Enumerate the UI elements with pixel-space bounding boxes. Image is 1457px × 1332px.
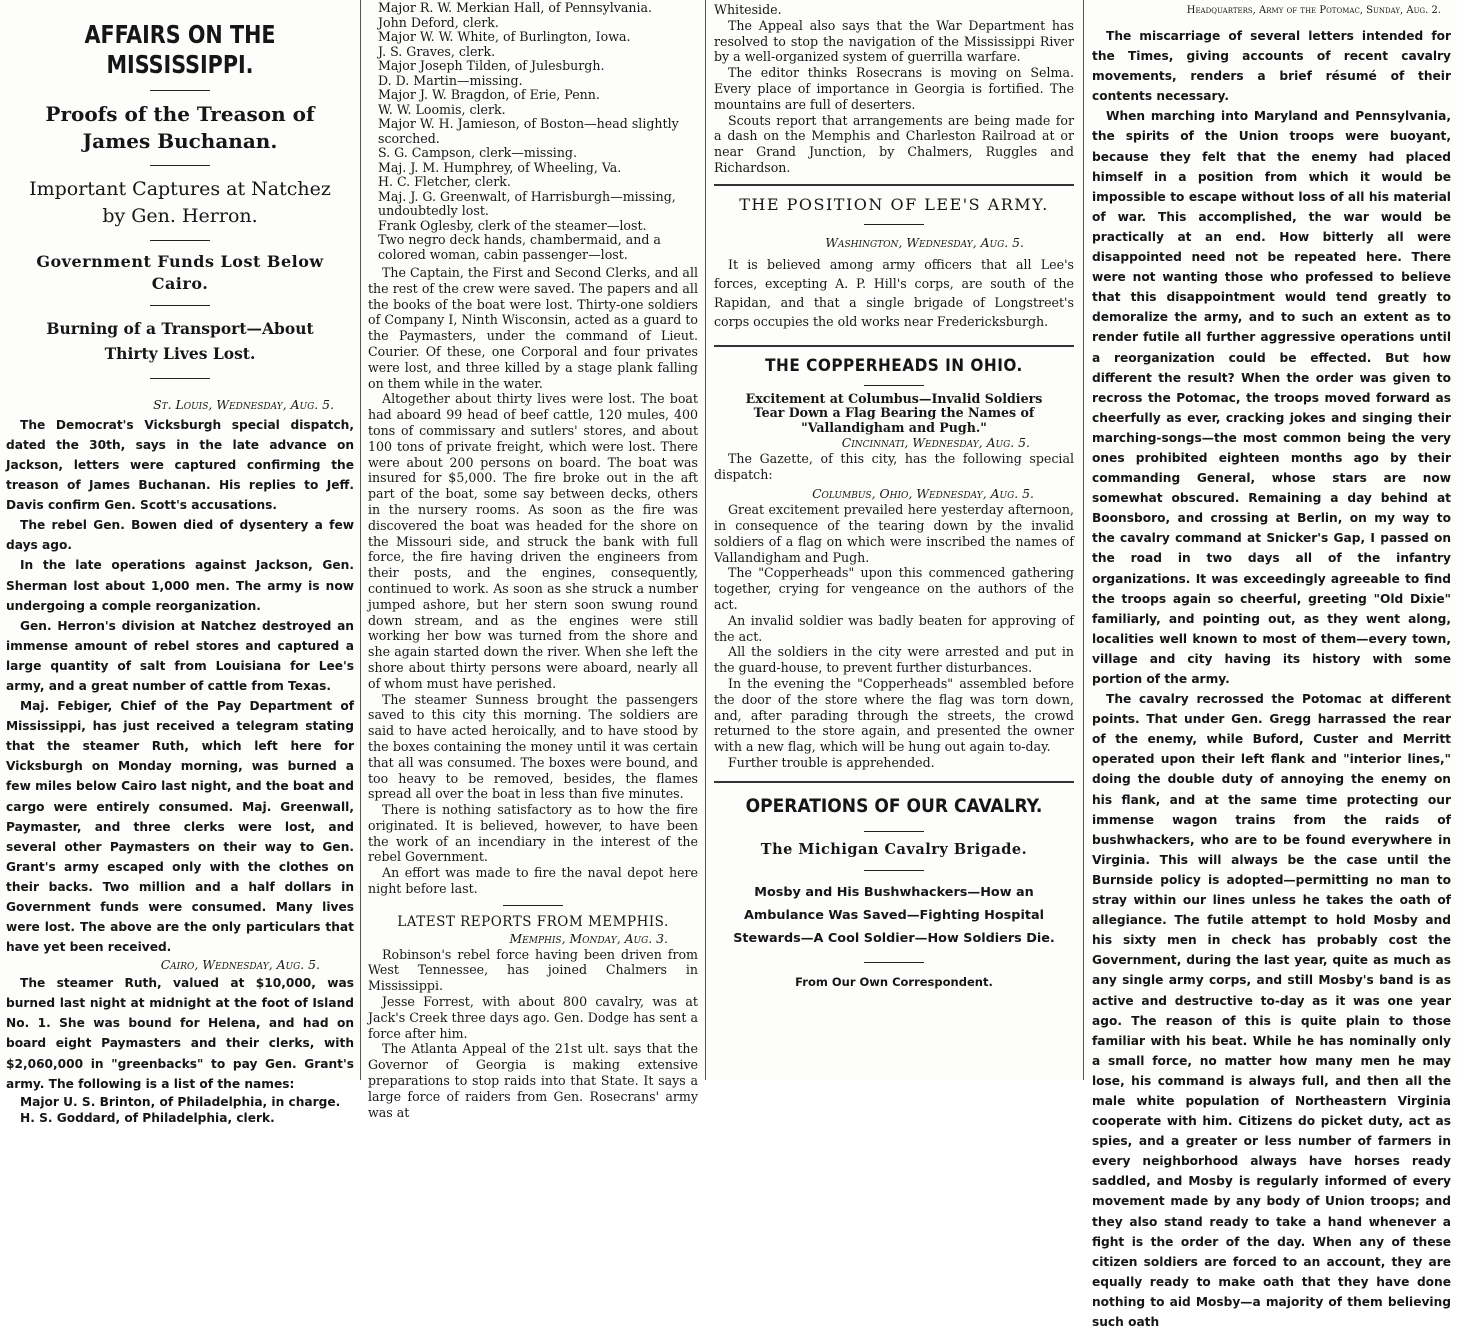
article-paragraph: The Atlanta Appeal of the 21st ult. says that the Governor of Georgia is making extensive preparations to stop raids into that State. It says a large force of raiders from Gen. Rosecrans' army was at bbox=[368, 1041, 698, 1120]
article-paragraph: An invalid soldier was badly beaten for approving of the act. bbox=[714, 612, 1074, 644]
headline-copperheads-ohio: THE COPPERHEADS IN OHIO. bbox=[765, 355, 1023, 376]
article-paragraph: Further trouble is apprehended. bbox=[728, 755, 935, 770]
article-paragraph: The steamer Sunness brought the passengers saved to this city this morning. The soldiers are said to have acted heroically, and to have stood by the boxes containing the money until it was certain that all was consumed. The boxes were bound, and too heavy to be removed, besides, the flames spread all over the boat in less than five minutes. bbox=[368, 691, 698, 802]
name-list bbox=[368, 1, 698, 262]
divider bbox=[714, 345, 1074, 347]
column-4 bbox=[1086, 0, 1457, 1329]
article-paragraph: It is believed among army officers that all Lee's forces, excepting A. P. Hill's corps, are south of the Rapidan, and that a single brigade of Longstreet's corps occupies the old works near Fredericksburgh. bbox=[714, 256, 1074, 329]
dateline-st-louis: St. Louis, Wednesday, Aug. 5. bbox=[153, 397, 334, 412]
divider bbox=[150, 165, 210, 166]
name-list-item: S. G. Campson, clerk—missing. bbox=[378, 145, 577, 160]
name-list-item: Maj. J. G. Greenwalt, of Harrisburgh—missing, undoubtedly lost. bbox=[378, 188, 676, 218]
name-list-item: J. S. Graves, clerk. bbox=[378, 43, 496, 59]
column-rule bbox=[360, 0, 361, 1080]
name-list-item: W. W. Loomis, clerk. bbox=[378, 101, 506, 117]
article-paragraph: Whiteside. bbox=[714, 2, 782, 17]
article-paragraph: When marching into Maryland and Pennsylvania, the spirits of the Union troops were buoyant, because they felt that the enemy had placed himself in a position from which it would be impossible to escape without loss of all his material of war. This accomplished, the war would be practically at an end. How bitterly all were disappointed need not be repeated here. There were not wanting those who professed to believe that this disappointment would tend greatly to demoralize the army, and to such an extent as to render futile all further aggressive operations until a reorganization could be effected. But how different the result? When the order was given to recross the Potomac, the troops moved forward as cheerfully as ever, cracking jokes and singing their marching-songs—the most common being the very ones prohibited eighteen months ago by their commanding General, whose stars are now somewhat obscured. Remaining a day behind at Boonsboro, and crossing at Berlin, on my way to the cavalry command at Snicker's Gap, I passed on the road in two days all of the infantry organizations. It was exceedingly agreeable to find the troops again so cheerful, greeting "Old Dixie" familiarly, and pointing out, as they went along, localities well known to most of them—every town, village and city having its history with some portion of the army. bbox=[1092, 109, 1451, 686]
name-list-item: D. D. Martin—missing. bbox=[378, 72, 523, 88]
name-list-item: Major W. H. Jamieson, of Boston—head slightly scorched. bbox=[378, 116, 679, 146]
article-paragraph: Maj. Febiger, Chief of the Pay Department of Mississippi, has just received a telegram stating that the steamer Ruth, which left here for Vicksburgh on Monday morning, was burned a few miles below Cairo last night, and the boat and cargo were entirely consumed. Maj. Greenwall, Paymaster, and three clerks were lost, and several other Paymasters on their way to Gen. Grant's army escaped only with the clothes on their backs. Two million and a half dollars in Government funds were consumed. Many lives were lost. The above are the only particulars that have yet been received. bbox=[6, 699, 354, 955]
article-paragraph: The Democrat's Vicksburgh special dispatch, dated the 30th, says in the late advance on Jackson, letters were captured confirming the treason of James Buchanan. His replies to Jeff. Davis confirm Gen. Scott's accusations. bbox=[6, 417, 354, 513]
dateline-cairo: Cairo, Wednesday, Aug. 5. bbox=[160, 957, 320, 973]
name-list-item: Frank Oglesby, clerk of the steamer—lost. bbox=[378, 217, 647, 233]
deck-government-funds: Government Funds Lost Below Cairo. bbox=[36, 252, 324, 293]
article-paragraph: The Appeal also says that the War Department has resolved to stop the navigation of the Mississippi River by a well-organized system of guerrilla warfare. bbox=[714, 17, 1074, 65]
headline-memphis: LATEST REPORTS FROM MEMPHIS. bbox=[397, 913, 669, 930]
divider bbox=[714, 184, 1074, 186]
divider bbox=[864, 870, 924, 871]
deck-burning-transport: Burning of a Transport—About Thirty Lives Lost. bbox=[46, 319, 314, 363]
article-paragraph: The steamer Ruth, valued at $10,000, was burned last night at midnight at the foot of Island No. 1. She was bound for Helena, and had on board eight Paymasters and their clerks, with $2,060,000 in "greenbacks" to pay Gen. Grant's army. The following is a list of the names: bbox=[6, 976, 354, 1091]
divider bbox=[864, 962, 924, 963]
deck-michigan-cavalry: The Michigan Cavalry Brigade. bbox=[760, 840, 1028, 858]
article-paragraph: Great excitement prevailed here yesterday afternoon, in consequence of the tearing down by the invalid soldiers of a flag on which were inscribed the names of Vallandigham and Pugh. bbox=[714, 502, 1074, 565]
article-paragraph: The "Copperheads" upon this commenced gathering together, crying for vengeance on the authors of the act. bbox=[714, 565, 1074, 613]
divider bbox=[150, 378, 210, 379]
name-list-item: Major U. S. Brinton, of Philadelphia, in charge. bbox=[20, 1094, 341, 1109]
article-paragraph: The editor thinks Rosecrans is moving on Selma. Every place of importance in Georgia is fortified. The mountains are full of deserters. bbox=[714, 65, 1074, 112]
dateline-washington: Washington, Wednesday, Aug. 5. bbox=[825, 234, 1024, 250]
divider bbox=[864, 385, 924, 386]
dateline-headquarters: Headquarters, Army of the Potomac, Sunday, Aug. 2. bbox=[1186, 5, 1441, 16]
deck-captures-natchez: Important Captures at Natchez by Gen. Herron. bbox=[29, 178, 331, 227]
dateline-columbus: Columbus, Ohio, Wednesday, Aug. 5. bbox=[812, 486, 1034, 502]
divider bbox=[150, 90, 210, 91]
article-paragraph: Robinson's rebel force having been driven from West Tennessee, has joined Chalmers in Mississippi. bbox=[368, 946, 698, 994]
article-paragraph: Altogether about thirty lives were lost. The boat had aboard 99 head of beef cattle, 120 mules, 400 tons of commissary and sutlers' stores, and about 100 tons of private freight, which were lost. There were about 200 persons on board. The boat was insured for $5,000. The fire broke out in the aft part of the boat, some say between decks, others in the nursery rooms. As soon as the fire was discovered the boat was headed for the shore on the Missouri side, and struck the bank with full force, the fire having driven the engineers from their posts, and the engines, consequently, continued to work. As soon as she struck a number jumped ashore, but her stern soon swung round down stream, and as the engines were still working her bow was turned from the shore and she again started down the river. When she left the shore about thirty persons were aboard, nearly all of whom must have perished. bbox=[368, 391, 698, 691]
article-paragraph: The cavalry recrossed the Potomac at different points. That under Gen. Gregg harrassed the rear of the enemy, while Buford, Custer and Merritt operated upon their left flank and "interior lines," doing the double duty of annoying the enemy on his flank, and at the same time protecting our immense wagon trains from the raids of bushwhackers, who are to be found everywhere in Virginia. This will always be the case until the Burnside policy is adopted—permitting no man to stray within our lines unless he takes the oath of allegiance. The futile attempt to hold Mosby and his sixty men in check has probably cost the Government, during the last year, quite as much as any single army corps, and still Mosby's band is as active and destructive to-day as it was one year ago. The reason of this is quite plain to those familiar with his beat. While he has nominally only a small force, no matter how many men he may lose, his command is always full, and then all the male white population of Northeastern Virginia cooperate with him. Citizens do picket duty, act as spies, and a greater or less number of farmers in every neighborhood always have horses ready saddled, and Mosby is regularly informed of every movement made by any body of Union troops; and they also stand ready to take a hand whenever a fight is the order of the day. When any of these citizen soldiers are forced to an account, they are equally ready to make oath that they have done nothing to aid Mosby—a majority of them believing such oath bbox=[1092, 692, 1451, 1329]
article-paragraph: Jesse Forrest, with about 800 cavalry, was at Jack's Creek three days ago. Gen. Dodge has sent a force after him. bbox=[368, 994, 698, 1041]
divider bbox=[864, 224, 924, 225]
name-list-item: Major R. W. Merkian Hall, of Pennsylvania. bbox=[378, 0, 653, 15]
deck-excitement-columbus: Excitement at Columbus—Invalid Soldiers Tear Down a Flag Bearing the Names of "Vallandigham and Pugh." bbox=[745, 390, 1043, 435]
article-paragraph: An effort was made to fire the naval depot here night before last. bbox=[368, 865, 698, 897]
divider bbox=[150, 305, 210, 306]
dateline-cincinnati: Cincinnati, Wednesday, Aug. 5. bbox=[841, 435, 1030, 451]
divider bbox=[864, 831, 924, 832]
headline-affairs-mississippi: AFFAIRS ON THE MISSISSIPPI. bbox=[84, 20, 276, 79]
column-rule bbox=[1083, 0, 1084, 1080]
headline-operations-cavalry: OPERATIONS OF OUR CAVALRY. bbox=[745, 794, 1043, 817]
name-list-item: John Deford, clerk. bbox=[378, 14, 499, 30]
article-paragraph: There is nothing satisfactory as to how the fire originated. It is believed, however, to have been the work of an incendiary in the interest of the rebel Government. bbox=[368, 802, 698, 865]
deck-treason-buchanan: Proofs of the Treason of James Buchanan. bbox=[45, 102, 315, 153]
deck-mosby-bushwhackers: Mosby and His Bushwhackers—How an Ambulance Was Saved—Fighting Hospital Stewards—A Cool Soldier—How Soldiers Die. bbox=[733, 884, 1055, 946]
headline-position-lees-army: THE POSITION OF LEE'S ARMY. bbox=[739, 194, 1049, 214]
name-list-item: Major Joseph Tilden, of Julesburgh. bbox=[378, 58, 605, 73]
column-rule bbox=[705, 0, 706, 1080]
dateline-memphis: Memphis, Monday, Aug. 3. bbox=[509, 930, 668, 946]
name-list-item: Two negro deck hands, chambermaid, and a colored woman, cabin passenger—lost. bbox=[378, 232, 661, 262]
article-paragraph: In the late operations against Jackson, Gen. Sherman lost about 1,000 men. The army is now undergoing a comple reorganization. bbox=[6, 558, 354, 613]
divider bbox=[150, 240, 210, 241]
name-list-item: H. S. Goddard, of Philadelphia, clerk. bbox=[20, 1110, 275, 1125]
column-3 bbox=[708, 0, 1080, 1080]
name-list-item: Major W. W. White, of Burlington, Iowa. bbox=[378, 29, 631, 44]
name-list-item: Major J. W. Bragdon, of Erie, Penn. bbox=[378, 87, 600, 102]
name-list-item: H. C. Fletcher, clerk. bbox=[378, 174, 511, 189]
article-paragraph: Scouts report that arrangements are being made for a dash on the Memphis and Charleston Railroad at or near Grand Junction, by Chalmers, Ruggles and Richardson. bbox=[714, 112, 1074, 175]
article-paragraph: The rebel Gen. Bowen died of dysentery a few days ago. bbox=[6, 518, 354, 553]
divider bbox=[503, 905, 563, 906]
byline-correspondent: From Our Own Correspondent. bbox=[795, 974, 993, 989]
name-list-item: Maj. J. M. Humphrey, of Wheeling, Va. bbox=[378, 159, 622, 175]
article-paragraph: All the soldiers in the city were arrested and put in the guard-house, to prevent further disturbances. bbox=[714, 644, 1074, 676]
divider bbox=[714, 781, 1074, 783]
column-2 bbox=[362, 0, 704, 1120]
article-paragraph: Gen. Herron's division at Natchez destroyed an immense amount of rebel stores and captured a large quantity of salt from Louisiana for Lee's army, and a great number of cattle from Texas. bbox=[6, 618, 354, 694]
article-paragraph: The Gazette, of this city, has the following special dispatch: bbox=[714, 450, 1074, 482]
article-paragraph: In the evening the "Copperheads" assembled before the door of the store where the flag was torn down, and, after parading through the streets, the crowd returned to the store again, and presented the owner with a new flag, which will be hung out again to-day. bbox=[714, 676, 1074, 755]
column-1 bbox=[0, 0, 360, 1125]
article-paragraph: The miscarriage of several letters intended for the Times, giving accounts of recent cavalry movements, renders a brief résumé of their contents necessary. bbox=[1092, 29, 1451, 104]
article-paragraph: The Captain, the First and Second Clerks, and all the rest of the crew were saved. The papers and all the books of the boat were lost. Thirty-one soldiers of Company I, Ninth Wisconsin, acted as a guard to the Paymasters, under the command of Lieut. Courier. Of these, one Corporal and four privates were lost, and three killed by a stage plank falling on them while in the water. bbox=[368, 265, 698, 391]
